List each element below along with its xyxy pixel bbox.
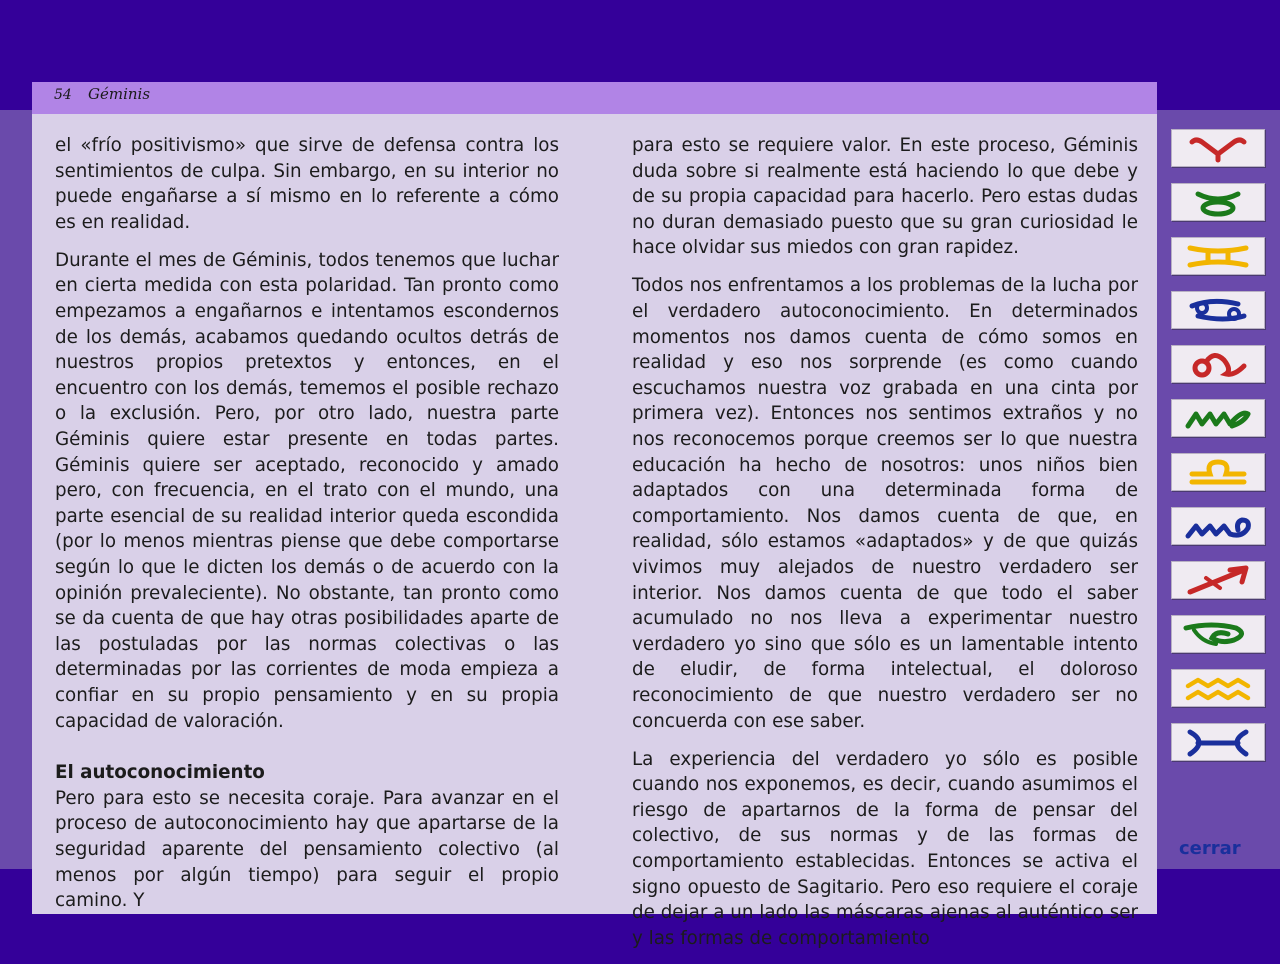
zodiac-button-gemini[interactable] xyxy=(1171,237,1265,275)
zodiac-button-aquarius[interactable] xyxy=(1171,669,1265,707)
scorpio-icon xyxy=(1172,508,1264,544)
right-column xyxy=(632,133,1138,964)
page-header xyxy=(32,82,1157,114)
zodiac-button-libra[interactable] xyxy=(1171,453,1265,491)
aries-icon xyxy=(1172,130,1264,166)
section-heading: El autoconocimiento xyxy=(55,762,265,784)
libra-icon xyxy=(1172,454,1264,490)
zodiac-button-leo[interactable] xyxy=(1171,345,1265,383)
zodiac-button-aries[interactable] xyxy=(1171,129,1265,167)
zodiac-button-capricorn[interactable] xyxy=(1171,615,1265,653)
book-page xyxy=(32,82,1157,949)
zodiac-button-taurus[interactable] xyxy=(1171,183,1265,221)
virgo-icon xyxy=(1172,400,1264,436)
close-link[interactable]: cerrar xyxy=(1179,838,1241,859)
aquarius-icon xyxy=(1172,670,1264,706)
gemini-icon xyxy=(1172,238,1264,274)
capricorn-icon xyxy=(1172,616,1264,652)
paragraph: Todos nos enfrentamos a los problemas de la lucha por el verdadero autoconocimiento. En determinados momentos nos damos cuenta de cómo somos en realidad y eso nos sorprende (es como cuando escuchamos nuestra voz grabada en una cinta por primera vez). Entonces nos sentimos extraños y no nos reconocemos porque creemos ser lo que nuestra educación ha hecho de nosotros: unos niños bien adaptados con una determinada forma de comportamiento. Nos damos cuenta de que, en realidad, sólo estamos «adaptados» y de que quizás vivimos muy alejados de nuestro verdadero ser interior. Nos damos cuenta de que todo el saber acumulado no nos lleva a experimentar nuestro verdadero yo sino que sólo es un lamentable intento de eludir, de forma intelectual, el doloroso reconocimiento de que nuestro verdadero ser no concuerda con ese saber. xyxy=(632,275,1138,732)
taurus-icon xyxy=(1172,184,1264,220)
sagittarius-icon xyxy=(1172,562,1264,598)
cancer-icon xyxy=(1172,292,1264,328)
page-number: 54 xyxy=(54,87,72,103)
paragraph: para esto se requiere valor. En este proceso, Géminis duda sobre si realmente está haciendo lo que debe y de su propia capacidad para hacerlo. Pero estas dudas no duran demasiado puesto que su gran curiosidad le hace olvidar sus miedos con gran rapidez. xyxy=(632,135,1138,259)
paragraph: Durante el mes de Géminis, todos tenemos que luchar en cierta medida con esta polaridad. Tan pronto como empezamos a engañarnos e intentamos escondernos de los demás, acabamos quedando ocultos detrás de nuestros propios pretextos y entonces, en el encuentro con los demás, tememos el posible rechazo o la exclusión. Pero, por otro lado, nuestra parte Géminis quiere estar presente en todas partes. Géminis quiere ser aceptado, reconocido y amado pero, con frecuencia, en el trato con el mundo, una parte esencial de su realidad interior queda escondida (por lo menos mientras piense que debe comportarse según lo que le dicten los demás o de acuerdo con la opinión prevaleciente). No obstante, tan pronto como se da cuenta de que hay otras posibilidades aparte de las postuladas por las normas colectivas o las determinadas por las corrientes de moda empieza a confiar en su propio pensamiento y en su propia capacidad de valoración. xyxy=(55,249,559,732)
chapter-title: Géminis xyxy=(88,85,151,103)
paragraph: La experiencia del verdadero yo sólo es posible cuando nos exponemos, es decir, cuando asumimos el riesgo de apartarnos de la forma de pensar del colectivo, de sus normas y de las formas de comportamiento establecidas. Entonces se activa el signo opuesto de Sagitario. Pero eso requiere el coraje de dejar a un lado las máscaras ajenas al auténtico ser y las formas de comportamiento xyxy=(632,748,1138,949)
paragraph: el «frío positivismo» que sirve de defensa contra los sentimientos de culpa. Sin embargo, en su interior no puede engañarse a sí mismo en lo referente a cómo es en realidad. xyxy=(55,135,559,233)
paragraph: Pero para esto se necesita coraje. Para avanzar en el proceso de autoconocimiento hay que apartarse de la seguridad aparente del pensamiento colectivo (al menos por algún tiempo) para seguir el propio camino. Y xyxy=(55,787,559,912)
zodiac-button-scorpio[interactable] xyxy=(1171,507,1265,545)
zodiac-button-cancer[interactable] xyxy=(1171,291,1265,329)
zodiac-button-sagittarius[interactable] xyxy=(1171,561,1265,599)
pisces-icon xyxy=(1172,724,1264,760)
zodiac-button-virgo[interactable] xyxy=(1171,399,1265,437)
leo-icon xyxy=(1172,346,1264,382)
zodiac-button-pisces[interactable] xyxy=(1171,723,1265,761)
left-column xyxy=(55,133,559,926)
